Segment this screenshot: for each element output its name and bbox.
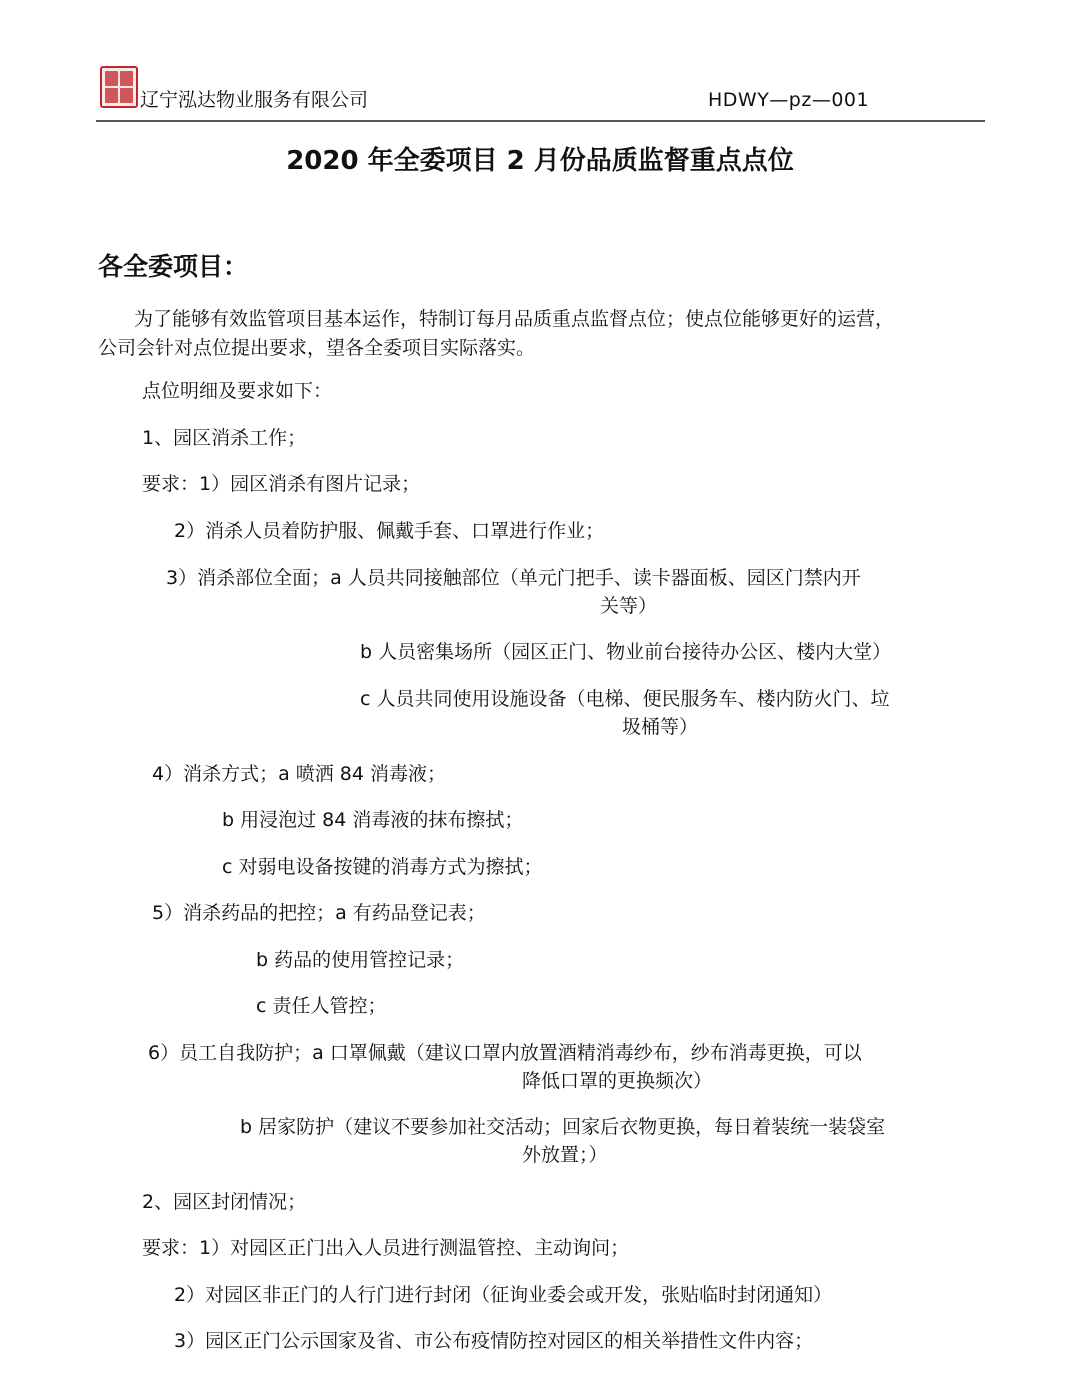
company-name: 辽宁泓达物业服务有限公司 <box>140 89 369 111</box>
list-line: 外放置；） <box>522 1144 608 1166</box>
list-line: 5）消杀药品的把控；a 有药品登记表； <box>152 902 486 924</box>
list-line: c 对弱电设备按键的消毒方式为擦拭； <box>222 856 543 878</box>
list-line: 6）员工自我防护；a 口罩佩戴（建议口罩内放置酒精消毒纱布，纱布消毒更换，可以 <box>148 1042 862 1064</box>
list-line: b 用浸泡过 84 消毒液的抹布擦拭； <box>222 809 524 831</box>
list-line: c 责任人管控； <box>256 995 387 1017</box>
list-line: 4）消杀方式；a 喷洒 84 消毒液； <box>152 763 447 785</box>
list-line: b 药品的使用管控记录； <box>256 949 465 971</box>
list-line: 3）园区正门公示国家及省、市公布疫情防控对园区的相关举措性文件内容； <box>174 1330 814 1352</box>
header-divider <box>96 120 985 122</box>
list-line: b 居家防护（建议不要参加社交活动；回家后衣物更换，每日着装统一装袋室 <box>240 1116 886 1138</box>
list-line: 2、园区封闭情况； <box>142 1191 307 1213</box>
list-line: 2）对园区非正门的人行门进行封闭（征询业委会或开发，张贴临时封闭通知） <box>174 1284 833 1306</box>
list-line: 2）消杀人员着防护服、佩戴手套、口罩进行作业； <box>174 520 605 542</box>
intro-line-2: 公司会针对点位提出要求，望各全委项目实际落实。 <box>98 337 536 359</box>
list-line: 圾桶等） <box>622 716 699 738</box>
intro-line-1: 为了能够有效监管项目基本运作，特制订每月品质重点监督点位；使点位能够更好的运营， <box>134 308 895 330</box>
list-line: 3）消杀部位全面；a 人员共同接触部位（单元门把手、读卡器面板、园区门禁内开 <box>166 567 861 589</box>
list-line: 要求：1）园区消杀有图片记录； <box>142 473 421 495</box>
document-number: HDWY—pz—001 <box>708 89 870 111</box>
list-line: 关等） <box>600 595 658 617</box>
company-seal-icon <box>100 66 138 108</box>
list-line: 点位明细及要求如下： <box>142 380 333 402</box>
list-line: c 人员共同使用设施设备（电梯、便民服务车、楼内防火门、垃 <box>360 688 890 710</box>
list-line: b 人员密集场所（园区正门、物业前台接待办公区、楼内大堂） <box>360 641 892 663</box>
list-line: 要求：1）对园区正门出入人员进行测温管控、主动询问； <box>142 1237 630 1259</box>
list-line: 降低口罩的更换频次） <box>522 1070 713 1092</box>
salutation-heading: 各全委项目： <box>98 252 249 281</box>
list-line: 1、园区消杀工作； <box>142 427 307 449</box>
document-title: 2020 年全委项目 2 月份品质监督重点点位 <box>286 146 794 176</box>
